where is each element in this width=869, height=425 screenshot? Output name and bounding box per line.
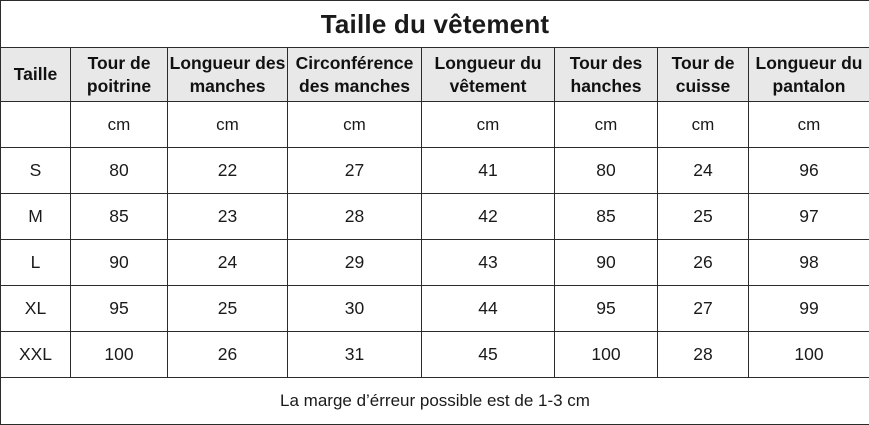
unit-cell: cm bbox=[71, 102, 168, 148]
header-cell: Longueur du pantalon bbox=[749, 48, 869, 102]
size-label-cell: XL bbox=[1, 286, 71, 332]
unit-cell: cm bbox=[555, 102, 658, 148]
table-cell: 98 bbox=[749, 240, 869, 286]
table-cell: 26 bbox=[168, 332, 288, 378]
header-cell: Tour de cuisse bbox=[658, 48, 749, 102]
table-cell: 96 bbox=[749, 148, 869, 194]
table-cell: 22 bbox=[168, 148, 288, 194]
table-cell: 80 bbox=[555, 148, 658, 194]
table-cell: 95 bbox=[555, 286, 658, 332]
unit-cell bbox=[1, 102, 71, 148]
table-cell: 85 bbox=[71, 194, 168, 240]
header-cell: Tour de poitrine bbox=[71, 48, 168, 102]
table-title: Taille du vêtement bbox=[1, 1, 869, 48]
table-cell: 43 bbox=[422, 240, 555, 286]
table-row bbox=[1, 194, 869, 240]
size-label-cell: L bbox=[1, 240, 71, 286]
table-cell: 24 bbox=[168, 240, 288, 286]
table-cell: 97 bbox=[749, 194, 869, 240]
table-cell: 80 bbox=[71, 148, 168, 194]
table-cell: 90 bbox=[71, 240, 168, 286]
header-row bbox=[1, 48, 869, 102]
table-cell: 24 bbox=[658, 148, 749, 194]
table-cell: 42 bbox=[422, 194, 555, 240]
size-label-cell: S bbox=[1, 148, 71, 194]
table-cell: 31 bbox=[288, 332, 422, 378]
table-cell: 29 bbox=[288, 240, 422, 286]
unit-row bbox=[1, 102, 869, 148]
header-cell: Circonférence des manches bbox=[288, 48, 422, 102]
table-row bbox=[1, 240, 869, 286]
header-cell: Taille bbox=[1, 48, 71, 102]
unit-cell: cm bbox=[749, 102, 869, 148]
header-cell: Tour des hanches bbox=[555, 48, 658, 102]
table-cell: 23 bbox=[168, 194, 288, 240]
table-cell: 30 bbox=[288, 286, 422, 332]
table-cell: 100 bbox=[555, 332, 658, 378]
tolerance-note: La marge d’érreur possible est de 1-3 cm bbox=[1, 378, 869, 425]
table-cell: 25 bbox=[658, 194, 749, 240]
unit-cell: cm bbox=[422, 102, 555, 148]
table-cell: 26 bbox=[658, 240, 749, 286]
header-cell: Longueur du vêtement bbox=[422, 48, 555, 102]
unit-cell: cm bbox=[168, 102, 288, 148]
table-cell: 44 bbox=[422, 286, 555, 332]
table-cell: 99 bbox=[749, 286, 869, 332]
table-cell: 100 bbox=[71, 332, 168, 378]
unit-cell: cm bbox=[288, 102, 422, 148]
table-cell: 41 bbox=[422, 148, 555, 194]
table-cell: 45 bbox=[422, 332, 555, 378]
table-cell: 90 bbox=[555, 240, 658, 286]
size-label-cell: M bbox=[1, 194, 71, 240]
table-cell: 85 bbox=[555, 194, 658, 240]
table-cell: 28 bbox=[658, 332, 749, 378]
table-row bbox=[1, 332, 869, 378]
header-cell: Longueur des manches bbox=[168, 48, 288, 102]
table-cell: 100 bbox=[749, 332, 869, 378]
table-cell: 28 bbox=[288, 194, 422, 240]
table-cell: 25 bbox=[168, 286, 288, 332]
unit-cell: cm bbox=[658, 102, 749, 148]
table-cell: 95 bbox=[71, 286, 168, 332]
size-label-cell: XXL bbox=[1, 332, 71, 378]
table-cell: 27 bbox=[288, 148, 422, 194]
table-cell: 27 bbox=[658, 286, 749, 332]
table-row bbox=[1, 286, 869, 332]
table-row bbox=[1, 148, 869, 194]
